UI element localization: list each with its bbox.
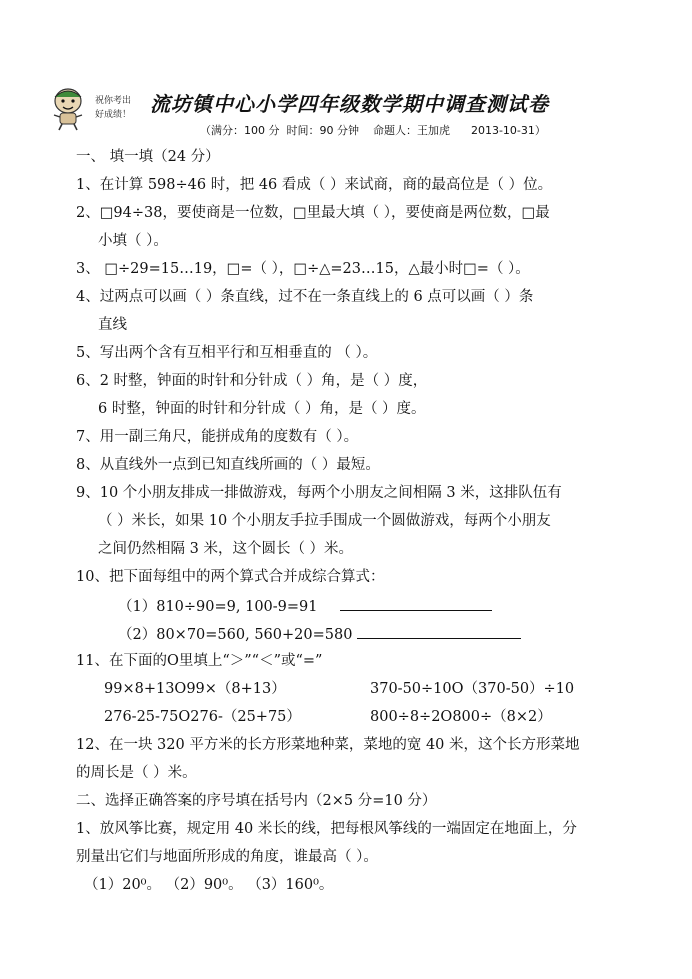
- slogan: [95, 94, 131, 122]
- question-10-item-2: [118, 624, 521, 644]
- choice-question-1-options: （1）20⁰。 （2）90⁰。 （3）160⁰。: [84, 877, 334, 893]
- question-4: 4、过两点可以画（ ）条直线，过不在一条直线上的 6 点可以画（ ）条: [76, 289, 534, 305]
- question-11: 11、在下面的O里填上“＞”“＜”或“=”: [76, 653, 323, 669]
- question-7: 7、用一副三角尺，能拼成角的度数有（ ）。: [76, 429, 359, 445]
- choice-question-1-cont: 别量出它们与地面所形成的角度，谁最高（ ）。: [76, 849, 378, 865]
- question-8: 8、从直线外一点到已知直线所画的（ ）最短。: [76, 457, 380, 473]
- slogan-line-2: 好成绩！: [95, 110, 132, 120]
- question-9: 9、10 个小朋友排成一排做游戏，每两个小朋友之间相隔 3 米，这排队伍有: [76, 485, 562, 501]
- question-11-expr-4: 800÷8÷2O800÷（8×2）: [370, 709, 552, 725]
- choice-question-1: 1、放风筝比赛，规定用 40 米长的线，把每根风筝线的一端固定在地面上，分: [76, 821, 577, 837]
- slogan-line-1: 祝你考出: [95, 96, 132, 106]
- question-12: 12、在一块 320 平方米的长方形菜地种菜，菜地的宽 40 米，这个长方形菜地: [76, 737, 580, 753]
- question-1: 1、在计算 598÷46 时，把 46 看成（ ）来试商，商的最高位是（ ）位。: [76, 177, 553, 193]
- answer-line: [340, 596, 492, 611]
- exam-subtitle: （满分：100 分 时间：90 分钟 命题人：王加虎 2013-10-31）: [200, 124, 546, 137]
- question-10-item-2-text: （2）80×70=560, 560+20=580: [118, 627, 353, 643]
- question-2: 2、□94÷38，要使商是一位数，□里最大填（ ），要使商是两位数，□最: [76, 205, 550, 221]
- question-11-expr-3: 276-25-75O276-（25+75）: [104, 709, 301, 725]
- question-3: 3、 □÷29=15…19，□=（ ），□÷△=23…15，△最小时□=（ ）。: [76, 261, 530, 277]
- question-5: 5、写出两个含有互相平行和互相垂直的 （ ）。: [76, 345, 378, 361]
- question-11-expr-2: 370-50÷10O（370-50）÷10: [370, 681, 575, 697]
- question-2-cont: 小填（ ）。: [98, 233, 168, 249]
- section-2-heading: 二、选择正确答案的序号填在括号内（2×5 分=10 分）: [76, 793, 437, 809]
- question-10: 10、把下面每组中的两个算式合并成综合算式：: [76, 569, 385, 585]
- question-4-cont: 直线: [98, 317, 127, 333]
- exam-title: 流坊镇中心小学四年级数学期中调查测试卷: [150, 92, 549, 116]
- answer-line: [357, 624, 521, 639]
- question-12-cont: 的周长是（ ）米。: [76, 765, 197, 781]
- cartoon-mascot-icon: [44, 85, 92, 131]
- question-10-item-1: [118, 596, 492, 616]
- question-6-cont: 6 时整，钟面的时针和分针成（ ）角，是（ ）度。: [98, 401, 426, 417]
- question-10-item-1-text: （1）810÷90=9, 100-9=91: [118, 599, 318, 615]
- question-9-cont-1: （ ）米长，如果 10 个小朋友手拉手围成一个圆做游戏，每两个小朋友: [98, 513, 551, 529]
- question-11-expr-1: 99×8+13O99×（8+13）: [104, 681, 286, 697]
- question-9-cont-2: 之间仍然相隔 3 米，这个圆长（ ）米。: [98, 541, 354, 557]
- question-6: 6、2 时整，钟面的时针和分针成（ ）角，是（ ）度，: [76, 373, 428, 389]
- section-1-heading: 一、 填一填（24 分）: [76, 149, 220, 165]
